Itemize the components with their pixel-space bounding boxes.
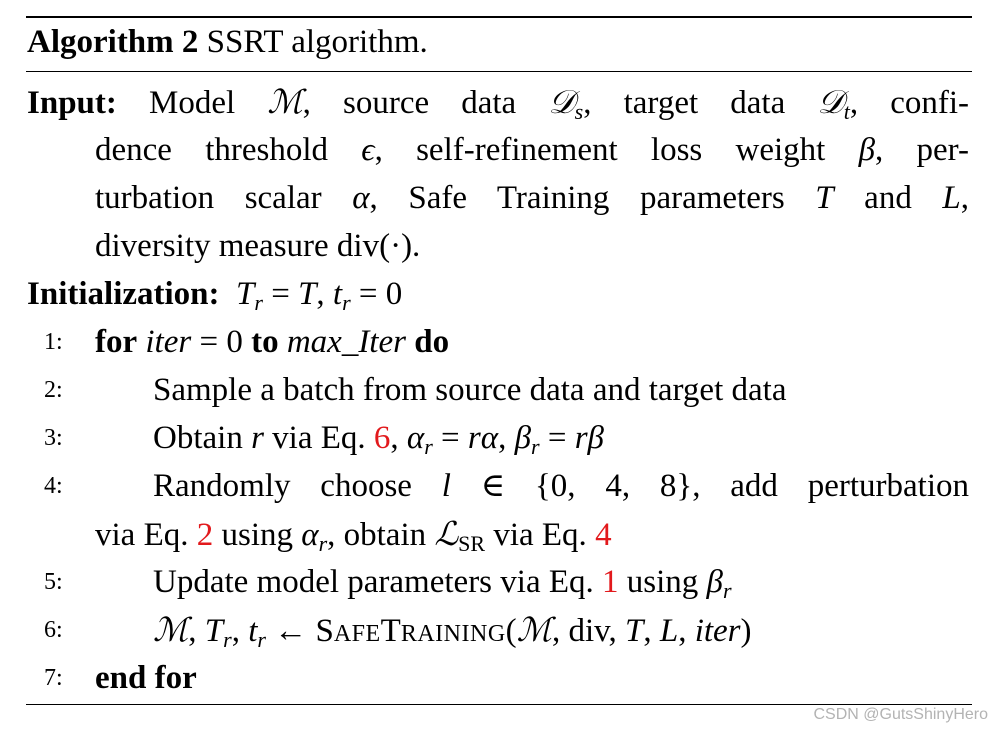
step-number: 7: bbox=[44, 665, 63, 691]
step-5: Update model parameters via Eq. 1 using $\beta_r$ bbox=[153, 564, 732, 603]
step-number: 4: bbox=[44, 473, 63, 499]
algorithm-caption bbox=[27, 22, 428, 62]
watermark: CSDN @GutsShinyHero bbox=[813, 706, 988, 723]
step-number: 2: bbox=[44, 377, 63, 403]
input-line-4: diversity measure div(·). bbox=[95, 228, 421, 264]
step-number: 1: bbox=[44, 329, 63, 355]
input-line-2: dence threshold ϵ, self-refinement loss weight β, per- bbox=[95, 132, 970, 168]
caption-rule bbox=[26, 71, 972, 72]
algorithm-label: Algorithm 2 bbox=[27, 24, 199, 60]
step-number: 5: bbox=[44, 569, 63, 595]
step-4: Randomly choose l ∈ {0, 4, 8}, add perturbation bbox=[153, 468, 969, 504]
eq-ref-4[interactable]: 4 bbox=[595, 517, 612, 553]
step-1: for iter = 0 to max_Iter do bbox=[95, 324, 450, 360]
step-7: end for bbox=[95, 660, 197, 696]
step-2: Sample a batch from source data and target data bbox=[153, 372, 787, 408]
step-6: ℳ, $T_r$, $t_r$ ← SAFETRAINING(ℳ, div, T, L, iter) bbox=[153, 610, 752, 652]
eq-ref-6[interactable]: 6 bbox=[373, 420, 391, 456]
input-line-3: turbation scalar α, Safe Training parameters T and L, bbox=[95, 180, 969, 216]
step-number: 3: bbox=[44, 425, 63, 451]
step-3: Obtain r via Eq. 6, $\alpha_r = r\alpha$, $\beta_r = r\beta$ bbox=[153, 420, 604, 459]
eq-ref-2[interactable]: 2 bbox=[196, 517, 214, 553]
initialization-label: Initialization: bbox=[27, 276, 220, 312]
initialization-line: Initialization: $T_r = T$, $t_r = 0$ bbox=[27, 276, 403, 315]
step-number: 6: bbox=[44, 617, 63, 643]
eq-ref-1[interactable]: 1 bbox=[602, 564, 619, 600]
step-4-continuation: via Eq. 2 using $\alpha_r$, obtain ℒ$_{SR}$ via Eq. 4 bbox=[95, 514, 612, 556]
algorithm-name: SSRT algorithm. bbox=[206, 24, 428, 60]
input-line-1: Input: Model ℳ, source data 𝒟$_s$, target data 𝒟$_t$, confi- bbox=[27, 82, 969, 124]
top-rule bbox=[26, 16, 972, 18]
input-label: Input: bbox=[27, 85, 117, 121]
